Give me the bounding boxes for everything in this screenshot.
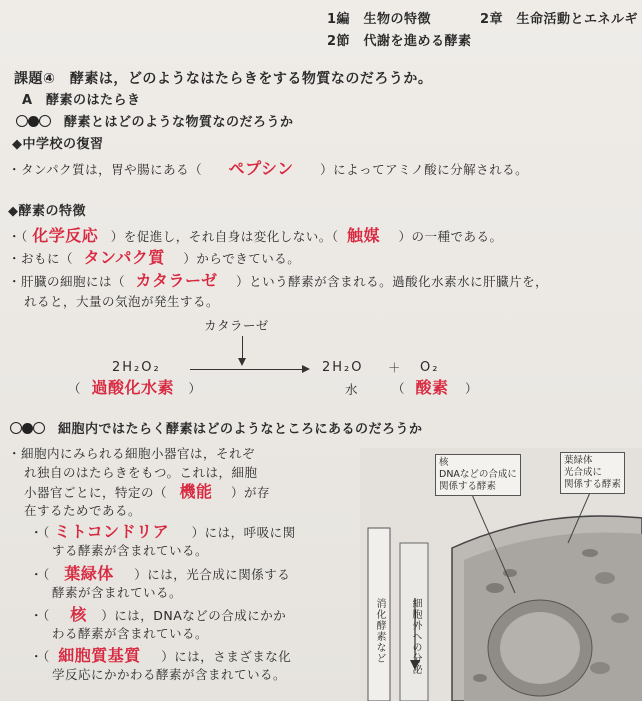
item-chloroplast [30,566,290,583]
answer-pepsin: ペプシン [228,159,294,178]
reactant-blank [68,380,202,397]
enzyme-arrow [242,336,243,364]
product-oxygen-formula: O₂ [420,360,440,375]
review-suffix: ）によってアミノ酸に分解される。 [320,162,529,177]
item-3-prefix: ・（ [30,608,50,623]
answer-function: 機能 [179,482,213,501]
feature-1-suffix: ）の一種である。 [398,229,503,244]
product-water-formula: 2H₂O [322,360,364,375]
reactant-close-paren: ） [188,381,202,396]
task-title: 課題④ 酵素は，どのようなはたらきをする物質なのだろうか。 [14,71,433,87]
open-circle-icon [10,422,22,434]
question-2-text: 細胞内ではたらく酵素はどのようなところにあるのだろうか [58,422,423,437]
review-heading: ◆中学校の復習 [12,137,104,152]
chloroplast-callout-line-1: 光合成に [564,467,603,478]
feature-3-prefix: ・肝臓の細胞には（ [8,274,126,289]
feature-line-4: れると，大量の気泡が発生する。 [24,294,220,309]
feature-2-suffix: ）からできている。 [183,251,301,266]
reactant-formula: 2H₂O₂ [112,360,161,375]
reactant-open-paren: （ [68,381,82,396]
cell-para-3 [24,484,270,501]
features-heading: ◆酵素の特徴 [8,204,86,219]
plus-sign: ＋ [388,360,402,375]
item-2-prefix: ・（ [30,567,50,582]
nucleus-callout [435,454,521,496]
item-mitochondria [30,524,296,541]
header-unit: 1編 生物の特徴 [327,12,432,27]
water-label: 水 [345,382,359,397]
answer-oxygen: 酸素 [415,378,449,397]
reaction-arrow [190,369,308,370]
nucleus-callout-line-1: DNAなどの合成に [439,469,517,480]
nucleus-callout-line-2: 関係する酵素 [439,481,497,492]
open-circle-icon [39,115,51,127]
review-prefix: ・タンパク質は，胃や腸にある（ [8,162,203,177]
answer-hydrogen-peroxide: 過酸化水素 [91,378,175,397]
filled-circle-icon [28,116,39,127]
question-1-text: 酵素とはどのような物質なのだろうか [64,115,294,130]
chloroplast-callout-line-2: 関係する酵素 [564,479,622,490]
cell-para-4: 在するためである。 [24,503,142,518]
answer-protein: タンパク質 [83,248,165,267]
cell-para-3-suffix: ）が存 [231,485,271,500]
item-2-suffix: ）には，光合成に関係する [134,567,291,582]
feature-line-2 [8,250,300,267]
answer-catalyst: 触媒 [347,226,381,245]
item-1-prefix: ・（ [30,525,50,540]
item-nucleus [30,607,286,624]
feature-1-prefix: ・（ [8,229,28,244]
product-open-paren: （ [392,381,406,396]
chloroplast-callout [560,452,625,494]
answer-nucleus: 核 [70,605,87,624]
item-4-prefix: ・（ [30,649,50,664]
item-1-continuation: する酵素が含まれている。 [52,543,209,558]
vertical-label-secretion: 細胞外への分泌 [410,598,421,675]
header-section: 2節 代謝を進める酵素 [327,34,472,49]
item-3-continuation: わる酵素が含まれている。 [52,626,209,641]
feature-1-mid: ）を促進し，それ自身は変化しない。（ [110,229,339,244]
answer-cytosol: 細胞質基質 [58,646,141,665]
item-2-continuation: 酵素が含まれている。 [52,585,183,600]
chloroplast-callout-title: 葉緑体 [564,455,593,466]
item-4-suffix: ）には，さまざまな化 [161,649,292,664]
cell-figure [360,448,642,701]
item-3-suffix: ）には，DNAなどの合成にかか [101,608,287,623]
review-line [8,161,528,178]
feature-2-prefix: ・おもに（ [8,251,74,266]
filled-circle-icon [22,423,33,434]
answer-chemical-reaction: 化学反応 [32,226,99,245]
feature-3-suffix: ）という酵素が含まれる。過酸化水素水に肝臓片を， [236,274,549,289]
item-cytosol [30,648,291,665]
answer-mitochondria: ミトコンドリア [54,522,170,541]
feature-line-3 [8,273,548,290]
product-close-paren: ） [465,381,479,396]
cell-para-3-prefix: 小器官ごとに，特定の（ [24,485,168,500]
enzyme-label: カタラーゼ [204,318,269,333]
item-1-suffix: ）には，呼吸に関 [191,525,296,540]
question-2 [10,422,423,438]
answer-catalase: カタラーゼ [135,271,218,290]
feature-line-1 [8,228,503,245]
vertical-label-digestive-enzymes: 消化酵素など [374,598,385,664]
cell-para-2: れ独自のはたらきをもつ。これは，細胞 [24,465,258,480]
header-chapter: 2章 生命活動とエネルギ [480,12,639,27]
open-circle-icon [33,422,45,434]
answer-chloroplast: 葉緑体 [64,564,114,583]
section-a-heading: A 酵素のはたらき [22,93,141,108]
question-1 [16,115,294,131]
nucleus-callout-title: 核 [439,457,449,468]
item-4-continuation: 学反応にかかわる酵素が含まれている。 [52,667,287,682]
cell-para-1: ・細胞内にみられる細胞小器官は，それぞ [8,446,256,461]
open-circle-icon [16,115,28,127]
product-blank [392,380,478,397]
